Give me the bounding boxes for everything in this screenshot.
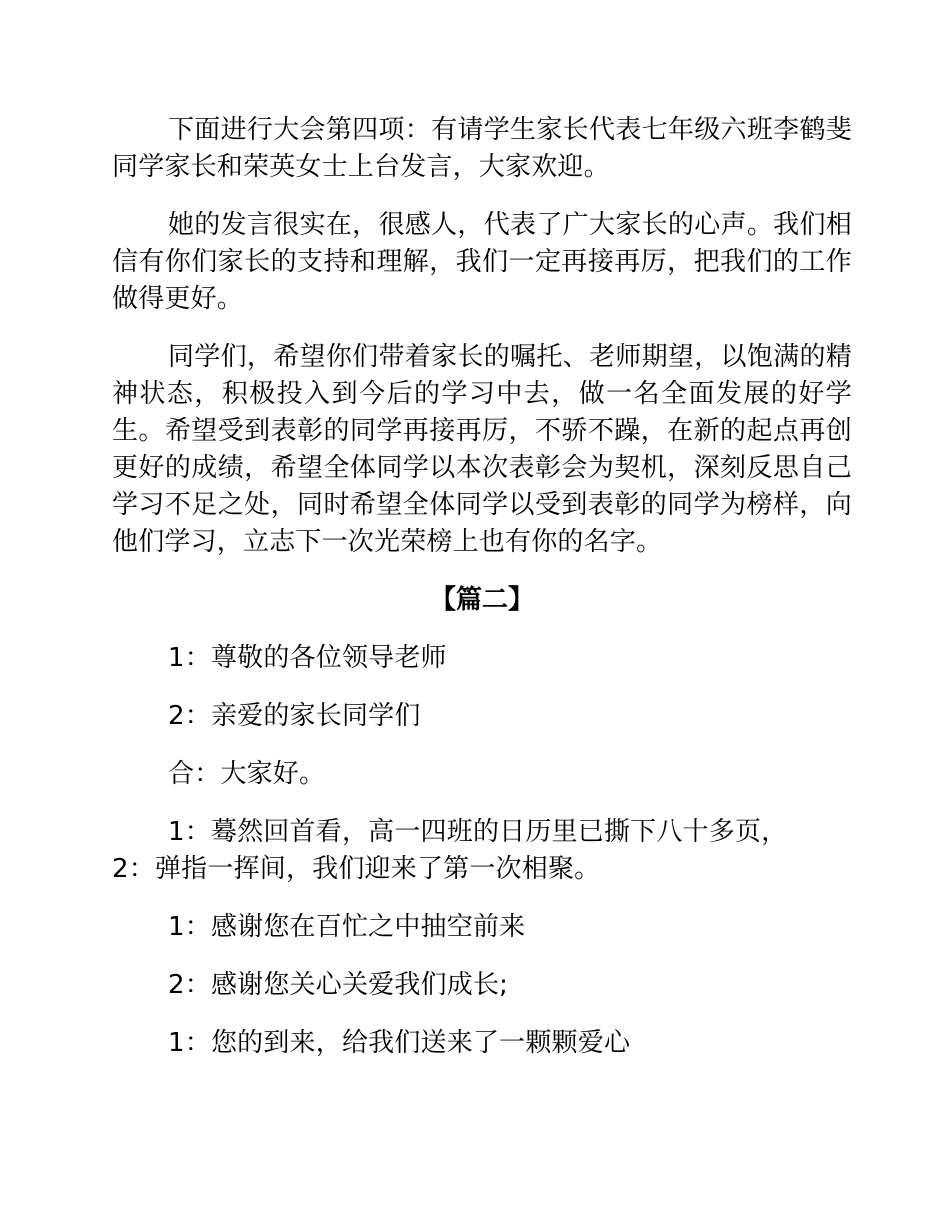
- dialogue-line: 1：您的到来，给我们送来了一颗颗爱心: [168, 1028, 631, 1058]
- paragraph-parent-speech-response: 她的发言很实在，很感人，代表了广大家长的心声。我们相信有你们家长的支持和理解，我们一定再接再厉，把我们的工作做得更好。: [112, 210, 852, 314]
- dialogue-line: 合：大家好。: [168, 759, 326, 789]
- dialogue-line: 1：蓦然回首看，高一四班的日历里已撕下八十多页，: [168, 817, 788, 847]
- dialogue-line: 2：感谢您关心关爱我们成长;: [168, 970, 509, 1000]
- dialogue-paragraph-multi: [112, 814, 852, 888]
- paragraph-students-encouragement: 同学们，希望你们带着家长的嘱托、老师期望，以饱满的精神状态，积极投入到今后的学习中去，做一名全面发展的好学生。希望受到表彰的同学再接再厉，不骄不躁，在新的起点再创更好的成绩，希望全体同学以本次表彰会为契机，深刻反思自己学习不足之处，同时希望全体同学以受到表彰的同学为榜样，向他们学习，立志下一次光荣榜上也有你的名字。: [112, 342, 852, 557]
- document-page: [112, 112, 852, 1083]
- dialogue-line: 2：弹指一挥间，我们迎来了第一次相聚。: [112, 854, 601, 884]
- paragraph-agenda-item-four: 下面进行大会第四项：有请学生家长代表七年级六班李鹤斐同学家长和荣英女士上台发言，大家欢迎。: [112, 115, 852, 182]
- dialogue-line: 1：尊敬的各位领导老师: [168, 643, 447, 673]
- dialogue-line: 1：感谢您在百忙之中抽空前来: [168, 912, 526, 942]
- section-heading: 【篇二】: [429, 585, 534, 615]
- dialogue-line: 2：亲爱的家长同学们: [168, 701, 421, 731]
